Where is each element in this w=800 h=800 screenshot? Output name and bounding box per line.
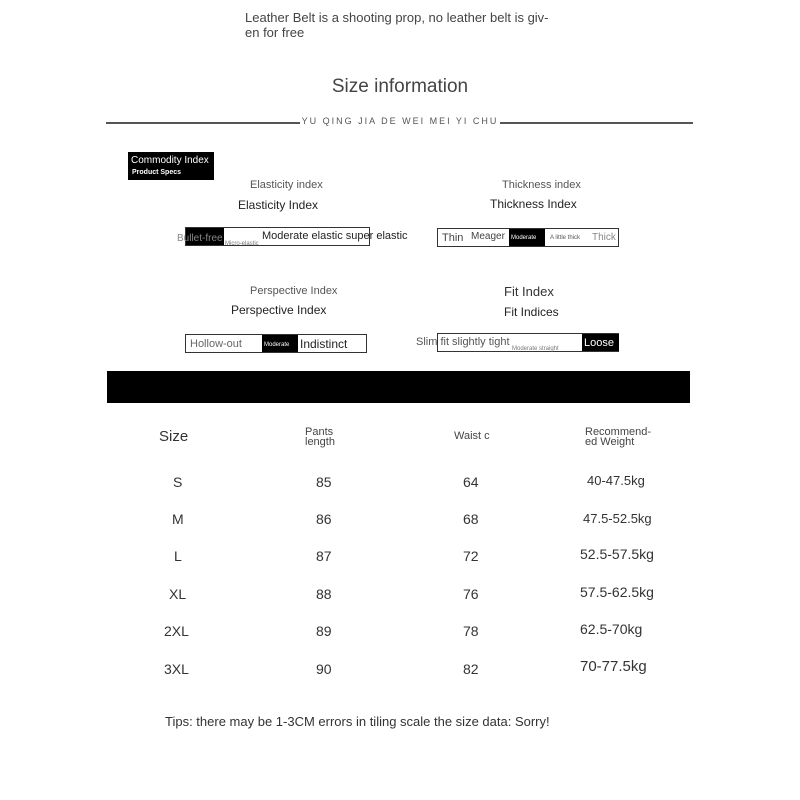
thickness-thin: Thin [442,232,464,244]
fit-label: Fit Index [504,284,554,299]
table-cell-size: S [173,474,183,490]
elasticity-label: Elasticity index [250,179,323,191]
fit-moderate-straight: Moderate straight [512,346,559,352]
table-cell-pants: 87 [316,548,332,564]
thickness-thick: Thick [592,232,616,243]
fit-slim-tight: Slim fit slightly tight [416,336,510,348]
table-cell-weight: 70-77.5kg [580,658,647,675]
product-specs-label: Product Specs [132,169,182,176]
perspective-indistinct: Indistinct [300,337,348,351]
weight-header-line2: ed Weight [585,436,635,448]
table-cell-size: L [174,548,182,564]
table-cell-weight: 62.5-70kg [580,621,643,637]
weight-header-line1: Recommend- [585,426,652,438]
table-cell-waist: 78 [463,623,479,639]
shooting-prop-note: Leather Belt is a shooting prop, no leather belt is giv- en for free [245,10,549,40]
table-header-bar [107,371,690,403]
perspective-label-en: Perspective Index [231,303,327,317]
thickness-label-en: Thickness Index [490,197,577,211]
elasticity-label-en: Elasticity Index [238,198,319,212]
table-cell-pants: 85 [316,474,332,490]
commodity-index-label: Commodity Index [131,155,209,166]
perspective-moderate: Moderate [264,342,290,348]
table-cell-weight: 52.5-57.5kg [580,546,654,562]
thickness-a-little-thick: A little thick [550,235,581,241]
table-cell-pants: 90 [316,661,332,677]
pants-length-header-line2: length [305,436,335,448]
thickness-label: Thickness index [502,179,581,191]
table-cell-waist: 64 [463,474,479,490]
table-cell-weight: 47.5-52.5kg [583,511,652,526]
table-cell-weight: 57.5-62.5kg [580,584,654,600]
fit-label-en: Fit Indices [504,305,559,319]
brand-subtitle: YU QING JIA DE WEI MEI YI CHU [301,116,499,126]
perspective-label: Perspective Index [250,285,338,297]
elasticity-bullet-free: Bullet-free [177,233,223,244]
section-title: Size information [331,76,469,97]
table-cell-waist: 82 [463,661,479,677]
table-cell-waist: 68 [463,511,479,527]
table-cell-size: XL [169,586,187,602]
thickness-scale [437,228,619,247]
pants-length-header-line1: Pants [305,426,334,438]
size-header: Size [159,428,189,445]
table-cell-waist: 72 [463,548,479,564]
table-cell-waist: 76 [463,586,479,602]
elasticity-micro: Micro-elastic [225,241,259,247]
table-cell-size: M [172,511,184,527]
pants-length-header [305,427,335,447]
perspective-scale [185,334,367,353]
table-cell-pants: 86 [316,511,332,527]
commodity-index-box [128,152,214,180]
table-cell-pants: 89 [316,623,332,639]
perspective-hollow-out: Hollow-out [190,338,242,350]
table-cell-pants: 88 [316,586,332,602]
elasticity-moderate-super: Moderate elastic super elastic [262,230,408,242]
table-cell-size: 3XL [164,661,189,677]
waist-header: Waist c [454,430,490,442]
thickness-meager: Meager [471,231,505,242]
table-cell-size: 2XL [164,623,189,639]
tips-text: Tips: there may be 1-3CM errors in tiling scale the size data: Sorry! [165,714,550,729]
table-cell-weight: 40-47.5kg [587,473,645,488]
fit-loose: Loose [584,337,614,349]
recommended-weight-header [585,427,651,447]
thickness-moderate: Moderate [511,235,537,241]
